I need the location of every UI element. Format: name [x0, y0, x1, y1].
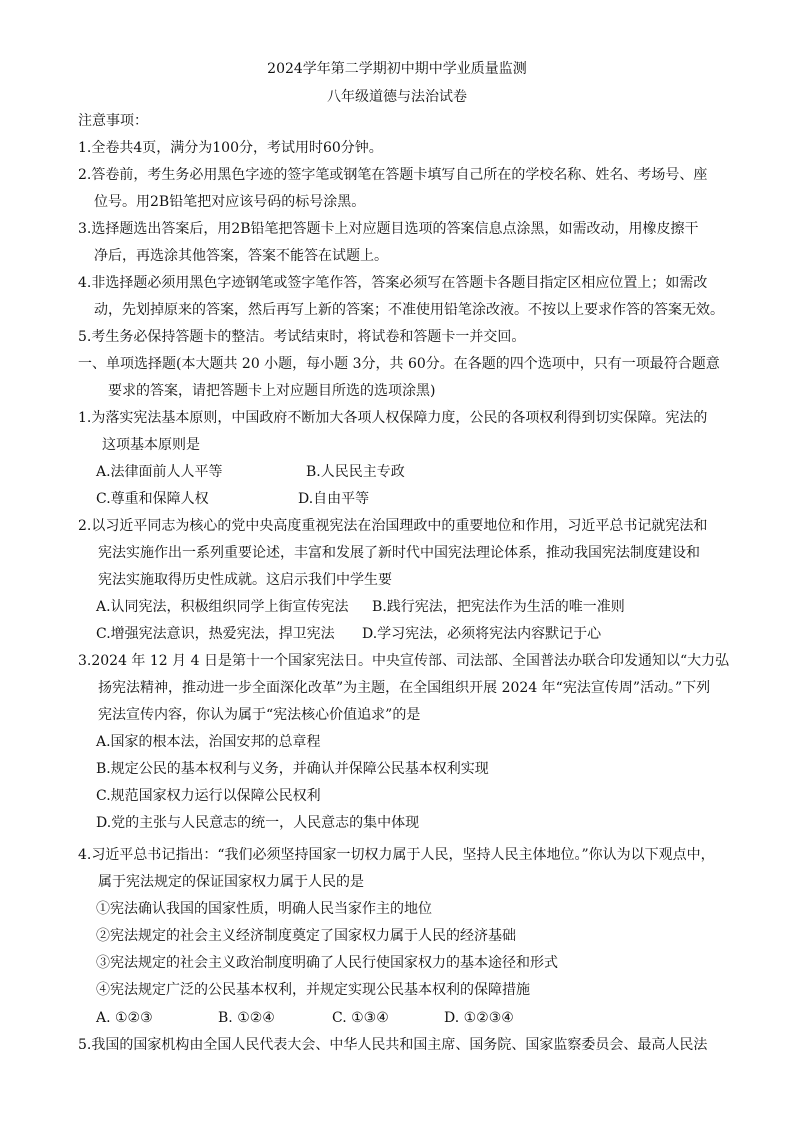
question-stem: 1.为落实宪法基本原则，中国政府不断加大各项人权保障力度，公民的各项权利得到切实保障。宪法的	[78, 410, 708, 426]
section-heading: 一、单项选择题(本大题共 20 小题，每小题 3分，共 60分。在各题的四个选项中，只有一项最符合题意	[78, 356, 720, 372]
notice-item: 净后，再选涂其他答案，答案不能答在试题上。	[94, 248, 388, 264]
option-b: B.规定公民的基本权利与义务，并确认并保障公民基本权利实现	[96, 761, 489, 777]
option-d: D.党的主张与人民意志的统一，人民意志的集中体现	[96, 815, 420, 831]
notice-item: 位号。用2B铅笔把对应该号码的标号涂黑。	[94, 194, 366, 210]
notice-item: 5.考生务必保持答题卡的整洁。考试结束时，将试卷和答题卡一并交回。	[78, 329, 526, 345]
option-a: A.法律面前人人平等	[96, 464, 223, 480]
notice-item: 动，先划掉原来的答案，然后再写上新的答案；不准使用铅笔涂改液。不按以上要求作答的答案无效。	[94, 302, 724, 318]
option-d: D.学习宪法，必须将宪法内容默记于心	[362, 626, 602, 642]
question-stem: 这项基本原则是	[102, 437, 200, 453]
option-c: C.规范国家权力运行以保障公民权利	[96, 788, 321, 804]
question-stem: 4.习近平总书记指出：“我们必须坚持国家一切权力属于人民，坚持人民主体地位。”你认为以下观点中，	[78, 847, 715, 863]
option-d: D. ①②③④	[444, 1010, 514, 1026]
question-stem: 5.我国的国家机构由全国人民代表大会、中华人民共和国主席、国务院、国家监察委员会、最高人民法	[78, 1037, 708, 1053]
option-a: A. ①②③	[96, 1010, 153, 1026]
notice-heading: 注意事项：	[78, 113, 148, 129]
option-b: B. ①②④	[218, 1010, 275, 1026]
question-stem: 扬宪法精神，推动进一步全面深化改革”为主题，在全国组织开展 2024 年“宪法宣传周”活动。”下列	[98, 680, 711, 696]
option-d: D.自由平等	[298, 491, 370, 507]
option-c: C.增强宪法意识，热爱宪法，捍卫宪法	[96, 626, 335, 642]
exam-subtitle: 八年级道德与法治试卷	[327, 89, 467, 105]
notice-item: 2.答卷前，考生务必用黑色字迹的签字笔或钢笔在答题卡填写自己所在的学校名称、姓名、考场号、座	[78, 167, 708, 183]
option-a: A.国家的根本法，治国安邦的总章程	[96, 734, 321, 750]
option-c: C.尊重和保障人权	[96, 491, 209, 507]
option-a: A.认同宪法，积极组织同学上街宣传宪法	[96, 599, 349, 615]
statement-item: ②宪法规定的社会主义经济制度奠定了国家权力属于人民的经济基础	[96, 928, 516, 944]
question-stem: 属于宪法规定的保证国家权力属于人民的是	[98, 874, 364, 890]
notice-item: 3.选择题选出答案后，用2B铅笔把答题卡上对应题目选项的答案信息点涂黑，如需改动，用橡皮擦干	[78, 221, 699, 237]
statement-item: ①宪法确认我国的国家性质，明确人民当家作主的地位	[96, 901, 432, 917]
question-stem: 2.以习近平同志为核心的党中央高度重视宪法在治国理政中的重要地位和作用，习近平总书记就宪法和	[78, 518, 708, 534]
option-c: C. ①③④	[332, 1010, 389, 1026]
statement-item: ③宪法规定的社会主义政治制度明确了人民行使国家权力的基本途径和形式	[96, 955, 558, 971]
section-heading-cont: 要求的答案，请把答题卡上对应题目所选的选项涂黑)	[108, 383, 436, 399]
notice-item: 4.非选择题必须用黑色字迹钢笔或签字笔作答，答案必须写在答题卡各题目指定区相应位置上；如需改	[78, 275, 708, 291]
statement-item: ④宪法规定广泛的公民基本权利，并规定实现公民基本权利的保障措施	[96, 982, 530, 998]
option-b: B.践行宪法，把宪法作为生活的唯一准则	[372, 599, 625, 615]
question-stem: 宪法实施作出一系列重要论述，丰富和发展了新时代中国宪法理论体系，推动我国宪法制度建设和	[98, 545, 700, 561]
exam-title: 2024学年第二学期初中期中学业质量监测	[267, 61, 527, 77]
question-stem: 宪法实施取得历史性成就。这启示我们中学生要	[98, 572, 392, 588]
question-stem: 3.2024 年 12 月 4 日是第十一个国家宪法日。中央宣传部、司法部、全国普法办联合印发通知以“大力弘	[78, 653, 730, 669]
question-stem: 宪法宣传内容，你认为属于“宪法核心价值追求”的是	[98, 707, 421, 723]
notice-item: 1.全卷共4页，满分为100分，考试用时60分钟。	[78, 140, 383, 156]
option-b: B.人民民主专政	[306, 464, 405, 480]
